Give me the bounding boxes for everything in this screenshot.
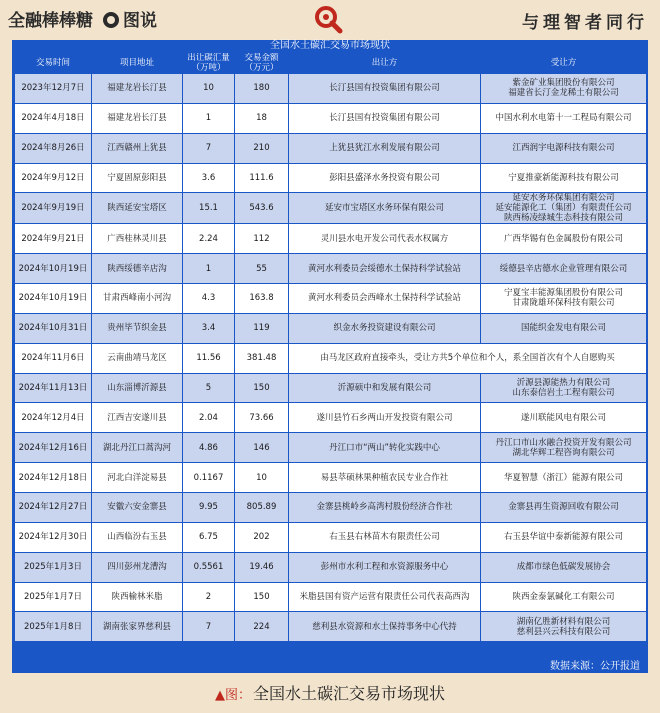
cell-location: 山东淄博沂源县 bbox=[92, 373, 183, 403]
cell-date: 2024年8月26日 bbox=[15, 133, 92, 163]
figure-caption bbox=[0, 681, 660, 704]
cell-buyer: 国能织金发电有限公司 bbox=[481, 313, 647, 343]
cell-amount: 73.66 bbox=[235, 403, 289, 433]
cell-seller: 黄河水利委员会绥德水土保持科学试验站 bbox=[289, 254, 481, 284]
table-title: 全国水土碳汇交易市场现状 bbox=[270, 40, 390, 51]
cell-location: 湖北丹江口蒿沟河 bbox=[92, 433, 183, 463]
cell-volume: 1 bbox=[183, 254, 235, 284]
cell-date: 2024年10月19日 bbox=[15, 254, 92, 284]
cell-amount: 202 bbox=[235, 522, 289, 552]
cell-location: 陕西榆林米脂 bbox=[92, 582, 183, 612]
cell-seller: 米脂县国有资产运营有限责任公司代表高西沟 bbox=[289, 582, 481, 612]
table-row bbox=[15, 103, 647, 133]
cell-amount: 146 bbox=[235, 433, 289, 463]
data-source: 数据来源：公开报道 bbox=[550, 661, 640, 672]
table-row bbox=[15, 373, 647, 403]
cell-buyer: 绥德县辛店德水企业管理有限公司 bbox=[481, 254, 647, 284]
cell-buyer: 江西润宇电源科技有限公司 bbox=[481, 133, 647, 163]
cell-date: 2024年4月18日 bbox=[15, 103, 92, 133]
cell-date: 2025年1月8日 bbox=[15, 612, 92, 642]
column-header: 出让方 bbox=[289, 53, 481, 74]
cell-location: 广西桂林灵川县 bbox=[92, 224, 183, 254]
cell-seller: 右玉县右林苗木有限责任公司 bbox=[289, 522, 481, 552]
table-row bbox=[15, 433, 647, 463]
column-header: 受让方 bbox=[481, 53, 647, 74]
cell-date: 2024年12月27日 bbox=[15, 492, 92, 522]
cell-location: 贵州毕节织金县 bbox=[92, 313, 183, 343]
cell-buyer: 广西华锡有色金属股份有限公司 bbox=[481, 224, 647, 254]
cell-location: 陕西绥德辛店沟 bbox=[92, 254, 183, 284]
cell-amount: 18 bbox=[235, 103, 289, 133]
cell-amount: 111.6 bbox=[235, 163, 289, 193]
cell-buyer: 金寨县再生资源回收有限公司 bbox=[481, 492, 647, 522]
cell-volume: 10 bbox=[183, 74, 235, 104]
cell-date: 2025年1月3日 bbox=[15, 552, 92, 582]
table-row bbox=[15, 403, 647, 433]
cell-location: 福建龙岩长汀县 bbox=[92, 74, 183, 104]
cell-seller: 长汀县国有投资集团有限公司 bbox=[289, 103, 481, 133]
table-row bbox=[15, 74, 647, 104]
cell-date: 2024年10月19日 bbox=[15, 284, 92, 314]
cell-seller: 丹江口市“两山”转化实践中心 bbox=[289, 433, 481, 463]
table-row bbox=[15, 343, 647, 373]
table-row bbox=[15, 313, 647, 343]
cell-date: 2024年12月4日 bbox=[15, 403, 92, 433]
cell-location: 福建龙岩长汀县 bbox=[92, 103, 183, 133]
cell-buyer: 宁夏宝丰能源集团股份有限公司 甘肃陇雄环保科技有限公司 bbox=[481, 284, 647, 314]
cell-buyer: 右玉县华谊中泰新能源有限公司 bbox=[481, 522, 647, 552]
cell-volume: 5 bbox=[183, 373, 235, 403]
cell-date: 2024年10月31日 bbox=[15, 313, 92, 343]
cell-location: 山西临汾右玉县 bbox=[92, 522, 183, 552]
cell-buyer: 中国水利水电第十一工程局有限公司 bbox=[481, 103, 647, 133]
cell-date: 2024年9月19日 bbox=[15, 193, 92, 224]
table-row bbox=[15, 193, 647, 224]
cell-buyer: 华夏智慧（浙江）能源有限公司 bbox=[481, 463, 647, 493]
cell-buyer: 成都市绿色低碳发展协会 bbox=[481, 552, 647, 582]
cell-buyer: 遂川联能风电有限公司 bbox=[481, 403, 647, 433]
cell-seller: 织金水务投资建设有限公司 bbox=[289, 313, 481, 343]
cell-location: 江西吉安遂川县 bbox=[92, 403, 183, 433]
cell-date: 2024年12月30日 bbox=[15, 522, 92, 552]
cell-date: 2024年11月13日 bbox=[15, 373, 92, 403]
cell-amount: 224 bbox=[235, 612, 289, 642]
cell-location: 陕西延安宝塔区 bbox=[92, 193, 183, 224]
cell-seller: 易县萃硕林果种植农民专业合作社 bbox=[289, 463, 481, 493]
cell-seller: 彭阳县盛泽水务投资有限公司 bbox=[289, 163, 481, 193]
cell-amount: 543.6 bbox=[235, 193, 289, 224]
header-bar bbox=[0, 0, 660, 40]
table-row bbox=[15, 163, 647, 193]
cell-date: 2025年1月7日 bbox=[15, 582, 92, 612]
cell-buyer: 宁夏推豪新能源科技有限公司 bbox=[481, 163, 647, 193]
cell-volume: 4.3 bbox=[183, 284, 235, 314]
brand bbox=[8, 6, 157, 31]
cell-seller: 彭州市水利工程和水资源服务中心 bbox=[289, 552, 481, 582]
cell-volume: 7 bbox=[183, 133, 235, 163]
cell-volume: 1 bbox=[183, 103, 235, 133]
cell-location: 安徽六安金寨县 bbox=[92, 492, 183, 522]
cell-buyer: 紫金矿业集团股份有限公司 福建省长汀金龙稀土有限公司 bbox=[481, 74, 647, 104]
cell-seller: 沂源硕中和发展有限公司 bbox=[289, 373, 481, 403]
target-icon bbox=[103, 12, 119, 28]
cell-location: 云南曲靖马龙区 bbox=[92, 343, 183, 373]
cell-location: 甘肃西峰南小河沟 bbox=[92, 284, 183, 314]
cell-amount: 150 bbox=[235, 373, 289, 403]
cell-seller: 灵川县水电开发公司代表水权属方 bbox=[289, 224, 481, 254]
column-header: 交易时间 bbox=[15, 53, 92, 74]
table-row bbox=[15, 492, 647, 522]
cell-location: 江西赣州上犹县 bbox=[92, 133, 183, 163]
cell-volume: 6.75 bbox=[183, 522, 235, 552]
slogan: 与理智者同行 bbox=[522, 13, 648, 33]
table-frame bbox=[12, 40, 648, 673]
cell-volume: 2.04 bbox=[183, 403, 235, 433]
cell-date: 2024年9月12日 bbox=[15, 163, 92, 193]
cell-amount: 805.89 bbox=[235, 492, 289, 522]
cell-date: 2024年11月6日 bbox=[15, 343, 92, 373]
cell-amount: 150 bbox=[235, 582, 289, 612]
magnifier-logo-icon bbox=[313, 4, 343, 34]
cell-seller: 遂川县竹石乡两山开发投资有限公司 bbox=[289, 403, 481, 433]
cell-seller: 金寨县桃岭乡高湾村股份经济合作社 bbox=[289, 492, 481, 522]
cell-amount: 112 bbox=[235, 224, 289, 254]
cell-seller: 长汀县国有投资集团有限公司 bbox=[289, 74, 481, 104]
cell-location: 河北白洋淀易县 bbox=[92, 463, 183, 493]
cell-buyer: 丹江口市山水融合投资开发有限公司 湖北华辉工程咨询有限公司 bbox=[481, 433, 647, 463]
cell-volume: 7 bbox=[183, 612, 235, 642]
column-header: 项目地址 bbox=[92, 53, 183, 74]
cell-volume: 4.86 bbox=[183, 433, 235, 463]
cell-amount: 10 bbox=[235, 463, 289, 493]
table-row bbox=[15, 133, 647, 163]
cell-amount: 210 bbox=[235, 133, 289, 163]
cell-seller: 慈利县水资源和水土保持事务中心代持 bbox=[289, 612, 481, 642]
table-row bbox=[15, 254, 647, 284]
table-row bbox=[15, 612, 647, 642]
cell-location: 宁夏固原彭阳县 bbox=[92, 163, 183, 193]
cell-seller: 上犹县犹江水利发展有限公司 bbox=[289, 133, 481, 163]
cell-amount: 180 bbox=[235, 74, 289, 104]
table-row bbox=[15, 224, 647, 254]
table-row bbox=[15, 463, 647, 493]
cell-buyer: 湖南亿胜新材料有限公司 慈利县兴云科技有限公司 bbox=[481, 612, 647, 642]
caption-text: 全国水土碳汇交易市场现状 bbox=[252, 684, 445, 703]
table-header-row bbox=[15, 53, 647, 74]
cell-location: 四川彭州龙漕沟 bbox=[92, 552, 183, 582]
cell-amount: 163.8 bbox=[235, 284, 289, 314]
cell-date: 2024年9月21日 bbox=[15, 224, 92, 254]
cell-amount: 381.48 bbox=[235, 343, 289, 373]
table-body bbox=[15, 74, 647, 642]
table-row bbox=[15, 582, 647, 612]
cell-buyer: 陕西金泰氯碱化工有限公司 bbox=[481, 582, 647, 612]
cell-amount: 19.46 bbox=[235, 552, 289, 582]
caption-marker: ▲图： bbox=[214, 688, 251, 703]
cell-volume: 0.1167 bbox=[183, 463, 235, 493]
column-header: 出让碳汇量 （万吨） bbox=[183, 53, 235, 74]
carbon-trade-table bbox=[14, 52, 647, 642]
cell-volume: 2 bbox=[183, 582, 235, 612]
cell-seller: 黄河水利委员会西峰水土保持科学试验站 bbox=[289, 284, 481, 314]
cell-date: 2023年12月7日 bbox=[15, 74, 92, 104]
cell-amount: 119 bbox=[235, 313, 289, 343]
cell-seller: 由马龙区政府直接牵头，受让方共5个单位和个人，系全国首次有个人自愿购买 bbox=[289, 343, 647, 373]
cell-volume: 2.24 bbox=[183, 224, 235, 254]
column-header: 交易金额 （万元） bbox=[235, 53, 289, 74]
cell-location: 湖南张家界慈利县 bbox=[92, 612, 183, 642]
cell-buyer: 沂源县源能热力有限公司 山东泰信岩土工程有限公司 bbox=[481, 373, 647, 403]
cell-volume: 11.56 bbox=[183, 343, 235, 373]
cell-date: 2024年12月16日 bbox=[15, 433, 92, 463]
brand-name: 全融棒棒糖 bbox=[8, 11, 93, 31]
cell-buyer: 延安水务环保集团有限公司 延安能源化工（集团）有限责任公司 陕西杨凌绿城生态科技有限公司 bbox=[481, 193, 647, 224]
cell-volume: 3.4 bbox=[183, 313, 235, 343]
table-row bbox=[15, 522, 647, 552]
cell-amount: 55 bbox=[235, 254, 289, 284]
section-label: 图说 bbox=[123, 11, 157, 31]
cell-volume: 3.6 bbox=[183, 163, 235, 193]
table-row bbox=[15, 552, 647, 582]
cell-volume: 15.1 bbox=[183, 193, 235, 224]
cell-volume: 9.95 bbox=[183, 492, 235, 522]
cell-seller: 延安市宝塔区水务环保有限公司 bbox=[289, 193, 481, 224]
cell-date: 2024年12月18日 bbox=[15, 463, 92, 493]
cell-volume: 0.5561 bbox=[183, 552, 235, 582]
table-row bbox=[15, 284, 647, 314]
